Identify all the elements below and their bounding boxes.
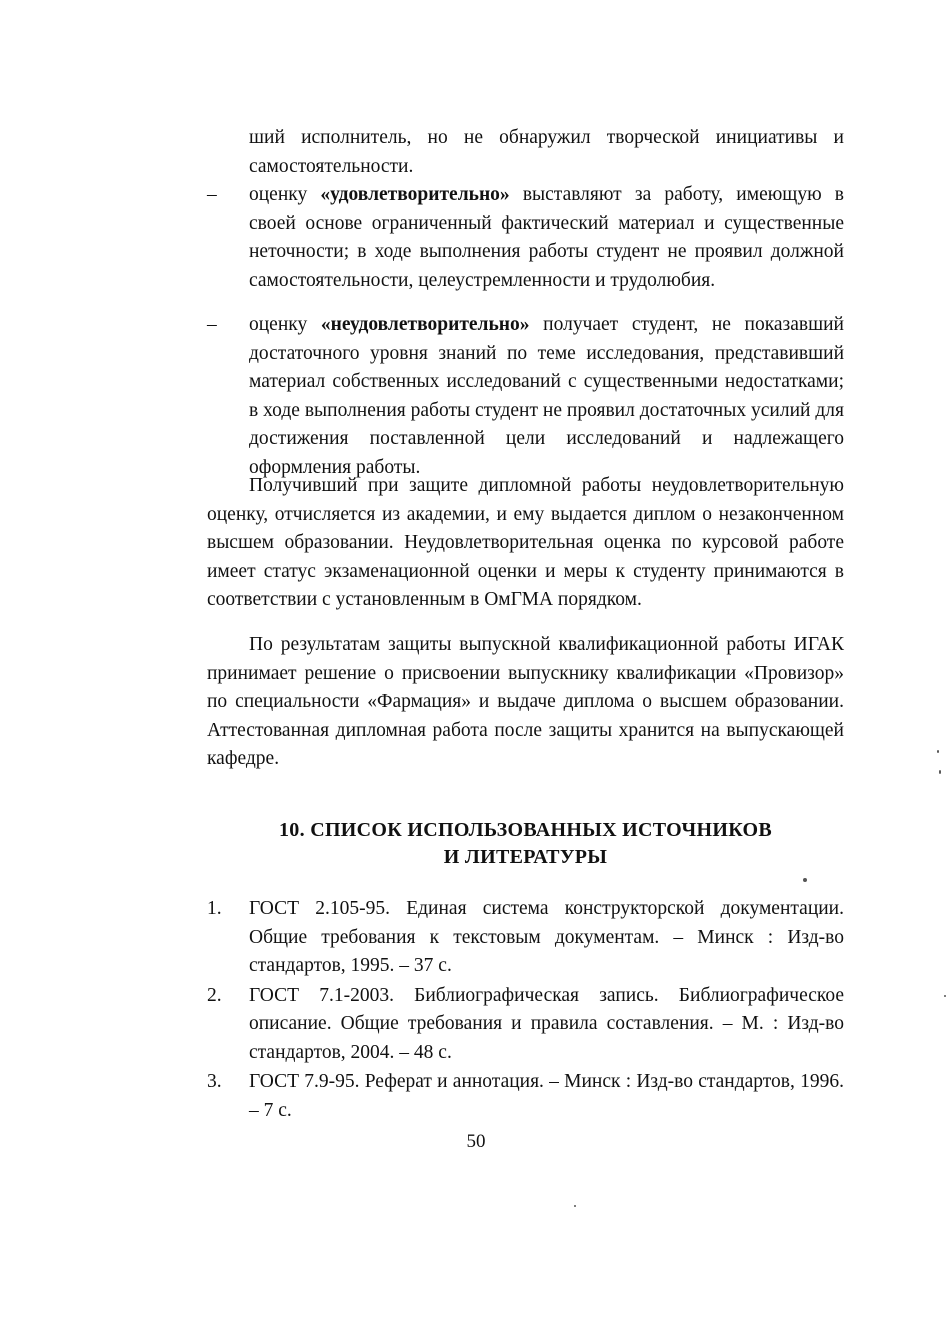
scan-speck — [574, 1205, 576, 1207]
scan-speck — [939, 770, 941, 774]
reference-text: ГОСТ 7.9-95. Реферат и аннотация. – Минск : Изд-во стандартов, 1996. – 7 с. — [249, 1071, 844, 1121]
reference-number: 2. — [207, 984, 222, 1006]
reference-item — [207, 982, 844, 1068]
scan-speck — [944, 995, 946, 997]
bullet-dash: – — [207, 184, 217, 205]
reference-list — [207, 895, 844, 1126]
reference-text: ГОСТ 2.105-95. Единая система конструкторской документации. Общие требования к текстовым документам. – Минск : Изд-во стандартов, 1995. – 37 с. — [249, 898, 844, 976]
bullet-item-satisfactory — [207, 181, 844, 295]
scan-speck — [803, 878, 807, 882]
reference-text: ГОСТ 7.1-2003. Библиографическая запись. Библиографическое описание. Общие требования и правила составления. – М. : Изд-во стандартов, 2004. – 48 с. — [249, 984, 844, 1063]
reference-item — [207, 1068, 844, 1125]
reference-number: 3. — [207, 1071, 222, 1092]
bullet-dash: – — [207, 314, 217, 335]
reference-number: 1. — [207, 898, 222, 919]
page-number: 50 — [466, 1131, 486, 1152]
paragraph-expulsion: Получивший при защите дипломной работы неудовлетворительную оценку, отчисляется из академии, и ему выдается диплом о незаконченном высшем образовании. Неудовлетворительная оценка по курсовой работе имеет статус экзаменационной оценки и меры к студенту принимаются в соответствии с установленным в ОмГМА порядком. — [207, 475, 844, 610]
bullet-grade-term: «неудовлетворительно» — [320, 314, 530, 335]
bullet-body — [249, 311, 844, 482]
bullet-rest: получает студент, не показавший достаточного уровня знаний по теме исследования, представивший материал собственных исследований с существенными недостатками; в ходе выполнения работы студент не проявил достаточных усилий для достижения поставленной цели исследований и надлежащего оформления работы. — [249, 314, 844, 478]
bullet-grade-term: «удовлетворительно» — [320, 184, 510, 205]
bullet-body — [249, 181, 844, 295]
scan-speck — [937, 750, 939, 753]
continuation-text: ший исполнитель, но не обнаружил творческой инициативы и самостоятельности. — [249, 127, 844, 177]
paragraph-qualification: По результатам защиты выпускной квалификационной работы ИГАК принимает решение о присвоении выпускнику квалификации «Провизор» по специальности «Фармация» и выдаче диплома о высшем образовании. Аттестованная дипломная работа после защиты хранится на выпускающей кафедре. — [207, 634, 844, 769]
section-heading — [207, 817, 844, 871]
bullet-item-unsatisfactory — [207, 311, 844, 482]
bullet-prefix: оценку — [249, 184, 321, 205]
reference-item — [207, 895, 844, 981]
bullet-rest: выставляют за работу, имеющую в своей основе ограниченный фактический материал и существенные неточности; в ходе выполнения работы студент не проявил должной самостоятельности, целеустремленности и трудолюбия. — [249, 184, 844, 291]
bullet-prefix: оценку — [249, 314, 321, 335]
heading-line-2: И ЛИТЕРАТУРЫ — [443, 846, 608, 868]
heading-line-1: 10. СПИСОК ИСПОЛЬЗОВАННЫХ ИСТОЧНИКОВ — [279, 819, 772, 841]
